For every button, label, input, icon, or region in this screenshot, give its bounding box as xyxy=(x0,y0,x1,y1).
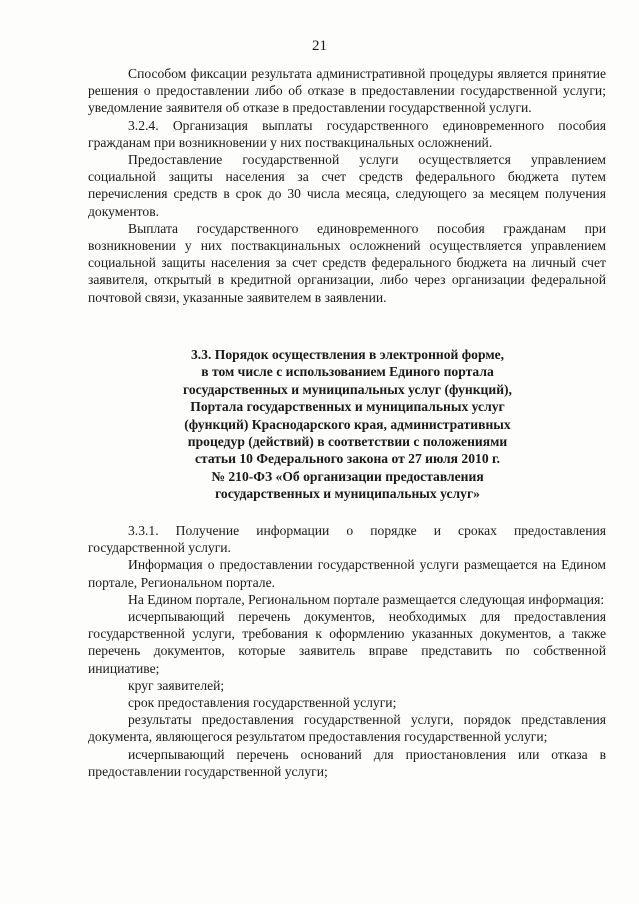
paragraph: исчерпывающий перечень документов, необходимых для предоставления государственной услуги, требования к оформлению указанных документов, а также перечень документов, которые заявитель вправе представить по собственной инициативе; xyxy=(88,609,606,676)
body-text-bottom xyxy=(88,522,606,780)
paragraph: Информация о предоставлении государственной услуги размещается на Едином портале, Региональном портале. xyxy=(88,557,606,590)
body-text-top xyxy=(88,65,606,306)
paragraph: 3.2.4. Организация выплаты государственного единовременного пособия гражданам при возникновении у них поствакцинальных осложнений. xyxy=(88,117,606,150)
heading-line: государственных и муниципальных услуг» xyxy=(215,486,480,502)
paragraph: Способом фиксации результата административной процедуры является принятие решения о предоставлении либо об отказе в предоставлении государственной услуги; уведомление заявителя об отказе в предоставлении государственной услуги. xyxy=(88,66,606,116)
paragraph: срок предоставления государственной услуги; xyxy=(128,695,397,711)
heading-line: процедур (действий) в соответствии с положениями xyxy=(187,434,508,450)
page-number: 21 xyxy=(312,38,327,54)
heading-line: 3.3. Порядок осуществления в электронной форме, xyxy=(190,347,505,362)
section-heading xyxy=(150,346,545,503)
paragraph: Выплата государственного единовременного пособия гражданам при возникновении у них поствакцинальных осложнений осуществляется управлением социальной защиты населения за счет средств федерального бюджета на личный счет заявителя, открытый в кредитной организации, либо через организации федеральной почтовой связи, указанные заявителем в заявлении. xyxy=(88,220,606,305)
paragraph: Предоставление государственной услуги осуществляется управлением социальной защиты населения за счет средств федерального бюджета путем перечисления средств в срок до 30 числа месяца, следующего за месяцем получения документов. xyxy=(88,152,606,219)
heading-line: № 210-ФЗ «Об организации предоставления xyxy=(211,468,484,484)
heading-line: в том числе с использованием Единого портала xyxy=(201,364,494,380)
paragraph: круг заявителей; xyxy=(128,677,225,693)
paragraph: результаты предоставления государственной услуги, порядок представления документа, являющегося результатом предоставления государственной услуги; xyxy=(88,712,606,745)
paragraph: исчерпывающий перечень оснований для приостановления или отказа в предоставлении государственной услуги; xyxy=(88,746,606,779)
paragraph: На Едином портале, Региональном портале размещается следующая информация: xyxy=(128,591,605,607)
paragraph: 3.3.1. Получение информации о порядке и сроках предоставления государственной услуги. xyxy=(88,523,606,556)
heading-line: Портала государственных и муниципальных услуг xyxy=(190,399,505,415)
heading-line: (функций) Краснодарского края, административных xyxy=(184,416,511,432)
heading-line: государственных и муниципальных услуг (функций), xyxy=(183,381,512,397)
heading-line: статьи 10 Федерального закона от 27 июля 2010 г. xyxy=(194,451,501,467)
